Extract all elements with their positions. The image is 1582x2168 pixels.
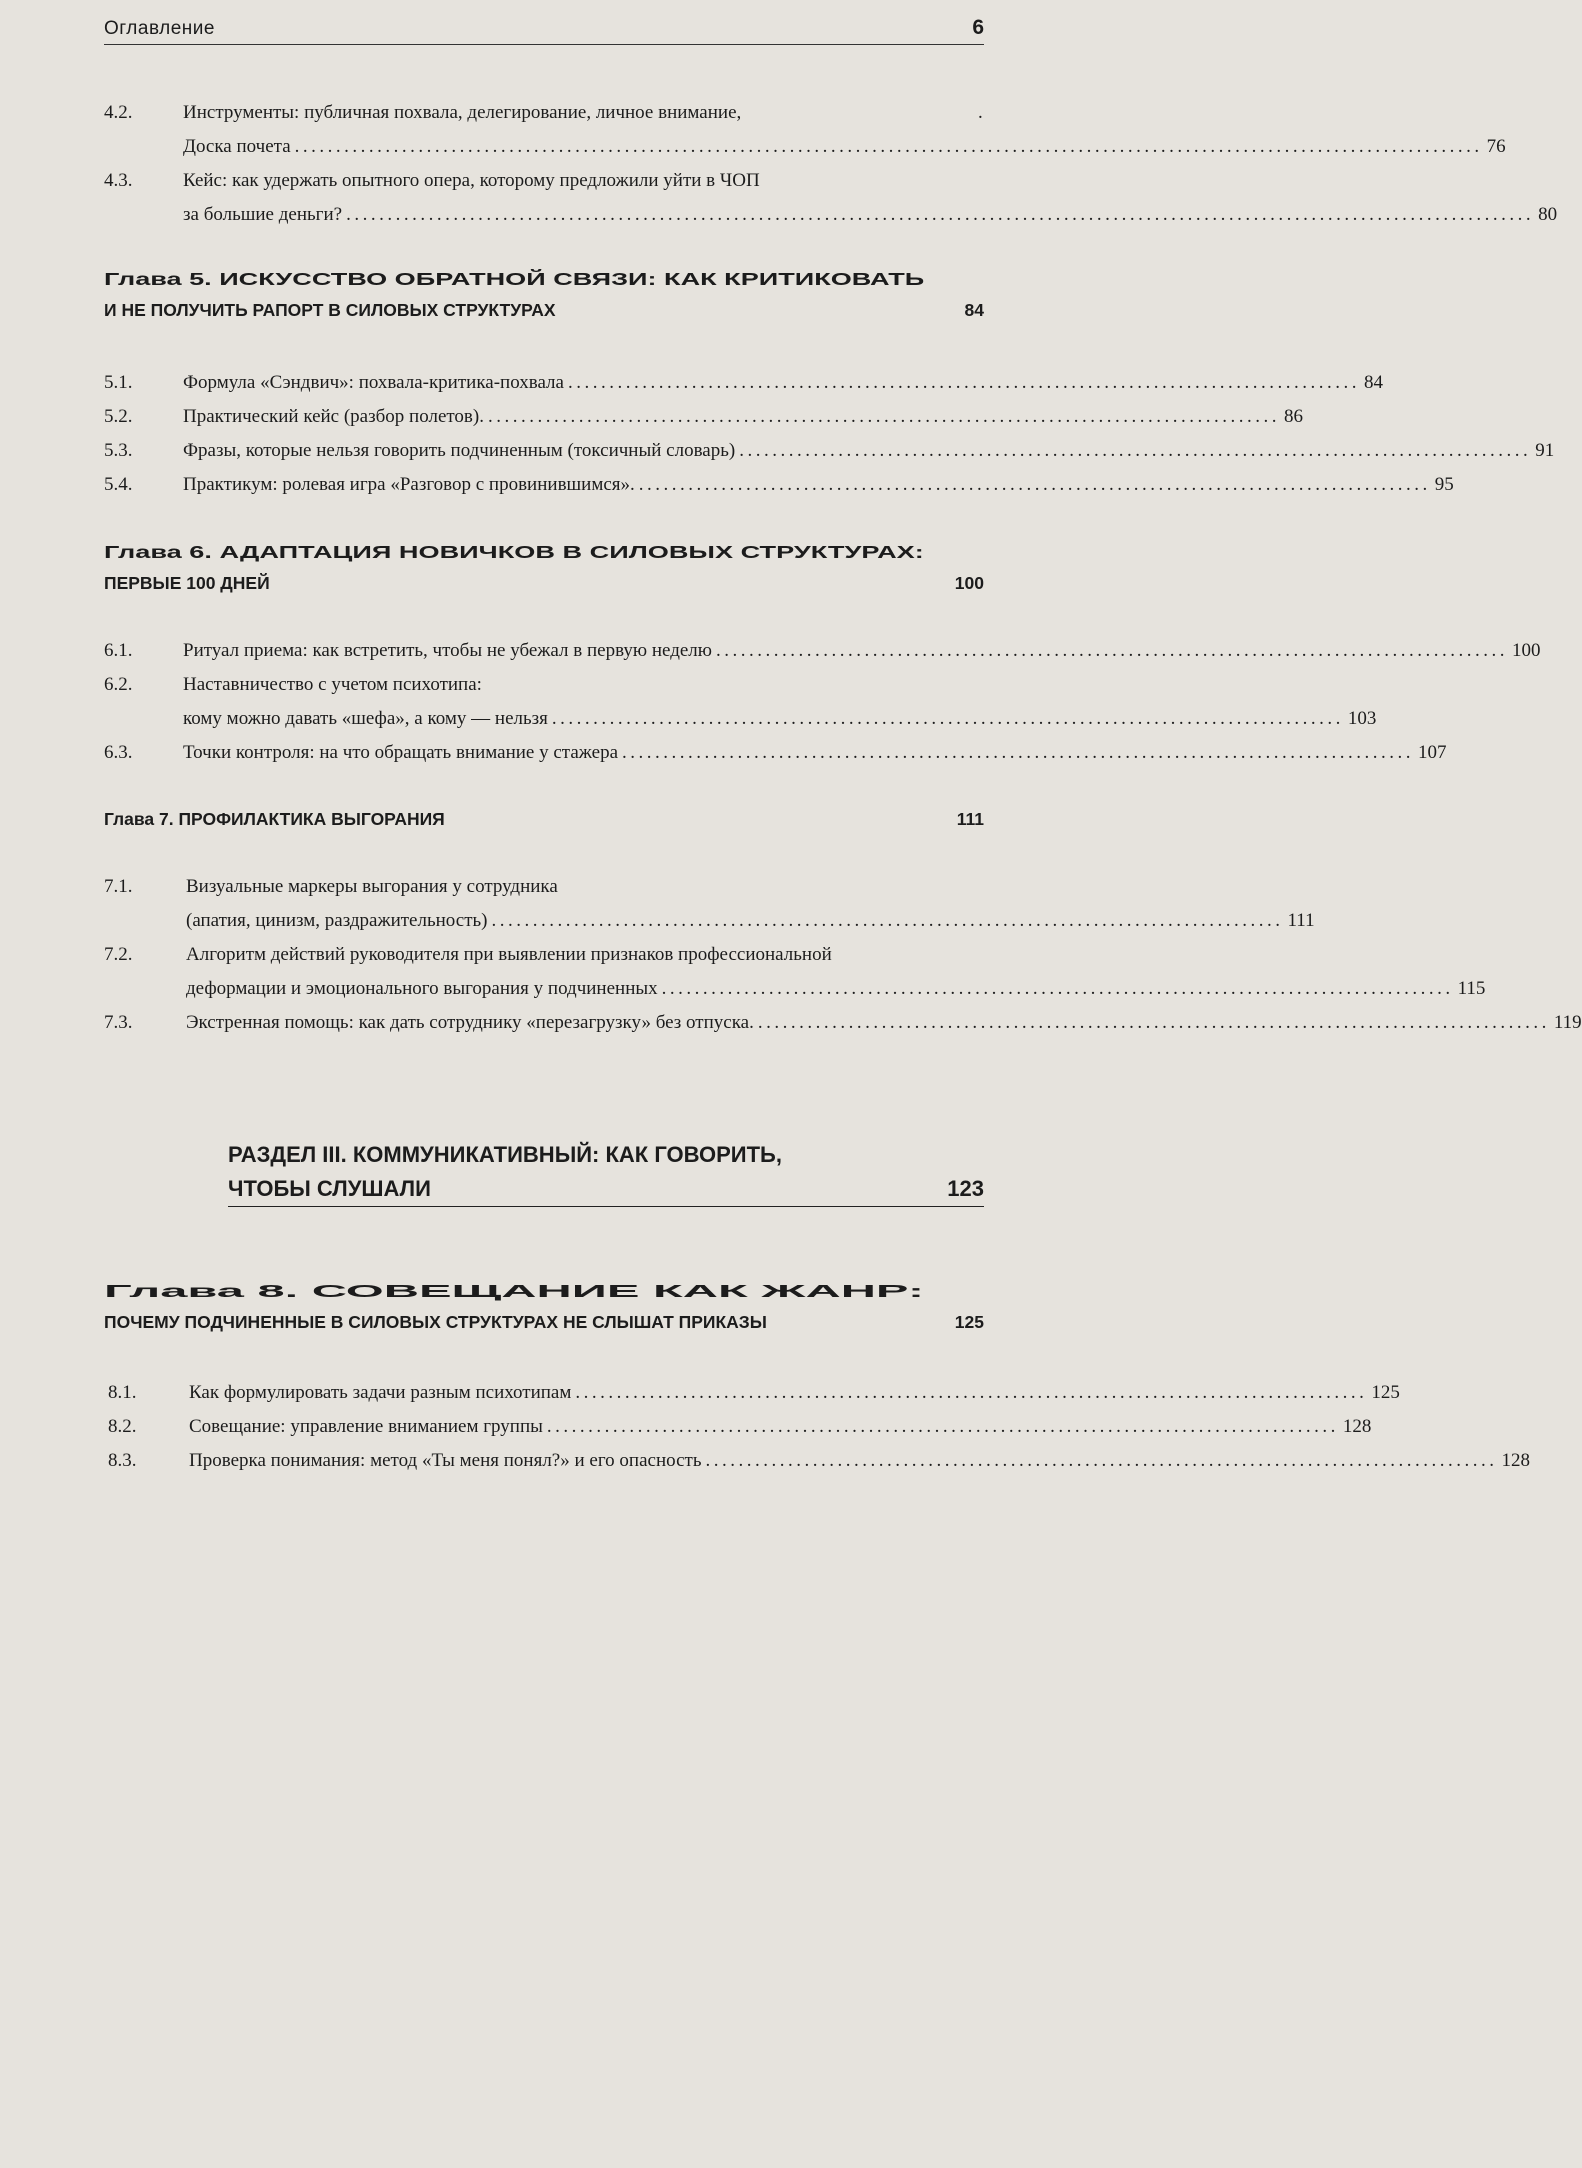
entry-number: 7.1. [104, 876, 133, 897]
chapter-title-cont: ПЕРВЫЕ 100 ДНЕЙ [104, 573, 270, 593]
entry-line [183, 130, 1506, 164]
entry-page: 115 [1457, 978, 1486, 999]
entry-line [189, 1444, 1530, 1478]
entry-number: 5.2. [104, 406, 133, 427]
chapter-7-heading [104, 804, 984, 835]
leader-dots: ................................................................................................ [661, 978, 1454, 999]
entry-title: Формула «Сэндвич»: похвала-критика-похвала [183, 372, 564, 393]
entry-page: 91 [1535, 440, 1555, 461]
chapter-title-cont: ПОЧЕМУ ПОДЧИНЕННЫЕ В СИЛОВЫХ СТРУКТУРАХ НЕ СЛЫШАТ ПРИКАЗЫ [104, 1312, 767, 1332]
entry-page: 80 [1538, 204, 1558, 225]
entry-line [183, 198, 1558, 232]
entry-line [189, 1376, 1400, 1410]
entry-title: Кейс: как удержать опытного опера, которому предложили уйти в ЧОП [183, 170, 760, 191]
chapter-title: Глава 8. СОВЕЩАНИЕ КАК ЖАНР: [104, 1281, 925, 1301]
leader-dots: ................................................................................................ [575, 1382, 1368, 1403]
entry-page: 111 [1287, 910, 1315, 931]
entry-line [183, 468, 1454, 502]
entry-title: Практический кейс (разбор полетов). [183, 406, 484, 427]
entry-title: Наставничество с учетом психотипа: [183, 674, 482, 695]
entry-title: Визуальные маркеры выгорания у сотрудника [186, 876, 558, 897]
leader-dots: ................................................................................................ [705, 1450, 1498, 1471]
entry-page: 128 [1501, 1450, 1530, 1471]
entry-title: Совещание: управление вниманием группы [189, 1416, 543, 1437]
entry-title-cont: кому можно давать «шефа», а кому — нельзя [183, 708, 548, 729]
entry-number: 8.3. [108, 1450, 137, 1471]
leader-dots: ................................................................................................ [757, 1012, 1550, 1033]
chapter-title: Глава 5. ИСКУССТВО ОБРАТНОЙ СВЯЗИ: КАК КРИТИКОВАТЬ [104, 269, 925, 289]
entry-title-cont: (апатия, цинизм, раздражительность) [186, 910, 488, 931]
entry-line [183, 400, 1303, 434]
entry-number: 5.1. [104, 372, 133, 393]
leader-dots: ................................................................................................ [491, 910, 1284, 931]
entry-page: 86 [1283, 406, 1303, 427]
entry-line [183, 736, 1447, 770]
entry-page: 103 [1347, 708, 1377, 729]
entry-line [186, 904, 1315, 938]
section-title: РАЗДЕЛ III. КОММУНИКАТИВНЫЙ: КАК ГОВОРИТЬ, [228, 1142, 782, 1167]
chapter-page: 111 [956, 809, 984, 829]
leader-dots: ................................................................................................................................................ [294, 136, 1483, 157]
entry-number: 5.3. [104, 440, 133, 461]
entry-number: 6.3. [104, 742, 133, 763]
entry-line [186, 1006, 1582, 1040]
entry-title-cont: за большие деньги? [183, 204, 343, 225]
chapter-8-heading [104, 1276, 984, 1338]
running-header [104, 16, 984, 45]
entry-title: Инструменты: публичная похвала, делегирование, личное внимание, [183, 102, 742, 123]
entry-title: Проверка понимания: метод «Ты меня понял?» и его опасность [189, 1450, 702, 1471]
chapter-page: 100 [954, 573, 984, 593]
entry-page: 119 [1553, 1012, 1582, 1033]
entry-line [183, 634, 1541, 668]
leader-dots: ................................................................................................ [546, 1416, 1339, 1437]
entry-page: 76 [1486, 136, 1506, 157]
entry-number: 4.2. [104, 102, 133, 123]
entry-page: 84 [1363, 372, 1383, 393]
entry-line [186, 972, 1486, 1006]
leader-dots: ................................................................................................ [739, 440, 1532, 461]
chapter-6-heading [104, 537, 984, 599]
chapter-page: 84 [964, 300, 984, 320]
chapter-title-cont: И НЕ ПОЛУЧИТЬ РАПОРТ В СИЛОВЫХ СТРУКТУРАХ [104, 300, 556, 320]
entry-line [189, 1410, 1372, 1444]
leader-dots: ................................................................................................ [715, 640, 1508, 661]
entry-number: 4.3. [104, 170, 133, 191]
section-title-cont: ЧТОБЫ СЛУШАЛИ [228, 1176, 431, 1201]
entry-number: 8.1. [108, 1382, 137, 1403]
entry-line [183, 434, 1555, 468]
chapter-title: Глава 7. ПРОФИЛАКТИКА ВЫГОРАНИЯ [104, 809, 445, 829]
entry-title-cont: деформации и эмоционального выгорания у подчиненных [186, 978, 658, 999]
entry-title: Алгоритм действий руководителя при выявлении признаков профессиональной [186, 944, 832, 965]
entry-page: 125 [1371, 1382, 1400, 1403]
entry-number: 8.2. [108, 1416, 137, 1437]
entry-page: 100 [1511, 640, 1541, 661]
chapter-5-heading [104, 264, 984, 326]
entry-number: 7.2. [104, 944, 133, 965]
entry-title: Экстренная помощь: как дать сотруднику «перезагрузку» без отпуска. [186, 1012, 754, 1033]
header-title: Оглавление [104, 18, 215, 39]
leader-dots: ................................................................................................ [638, 474, 1431, 495]
entry-title: Точки контроля: на что обращать внимание у стажера [183, 742, 619, 763]
section-divider [228, 1206, 984, 1207]
entry-title: Ритуал приема: как встретить, чтобы не убежал в первую неделю [183, 640, 712, 661]
chapter-page: 125 [954, 1312, 984, 1332]
section-3-heading [228, 1138, 984, 1206]
entry-dot: . [978, 102, 983, 123]
entry-title: Практикум: ролевая игра «Разговор с провинившимся». [183, 474, 635, 495]
page-number: 6 [972, 16, 984, 39]
entry-number: 6.1. [104, 640, 133, 661]
entry-page: 95 [1434, 474, 1454, 495]
leader-dots: ................................................................................................ [622, 742, 1415, 763]
leader-dots: ................................................................................................ [551, 708, 1344, 729]
section-page: 123 [947, 1176, 984, 1201]
leader-dots: ................................................................................................................................................ [346, 204, 1535, 225]
entry-title-cont: Доска почета [183, 136, 291, 157]
entry-page: 107 [1418, 742, 1447, 763]
leader-dots: ................................................................................................ [487, 406, 1280, 427]
entry-number: 7.3. [104, 1012, 133, 1033]
entry-page: 128 [1342, 1416, 1372, 1437]
entry-title: Фразы, которые нельзя говорить подчиненным (токсичный словарь) [183, 440, 736, 461]
entry-title: Как формулировать задачи разным психотипам [189, 1382, 572, 1403]
entry-line [183, 366, 1383, 400]
entry-line [183, 702, 1377, 736]
entry-number: 6.2. [104, 674, 133, 695]
chapter-title: Глава 6. АДАПТАЦИЯ НОВИЧКОВ В СИЛОВЫХ СТРУКТУРАХ: [104, 542, 924, 562]
entry-number: 5.4. [104, 474, 133, 495]
leader-dots: ................................................................................................ [567, 372, 1360, 393]
